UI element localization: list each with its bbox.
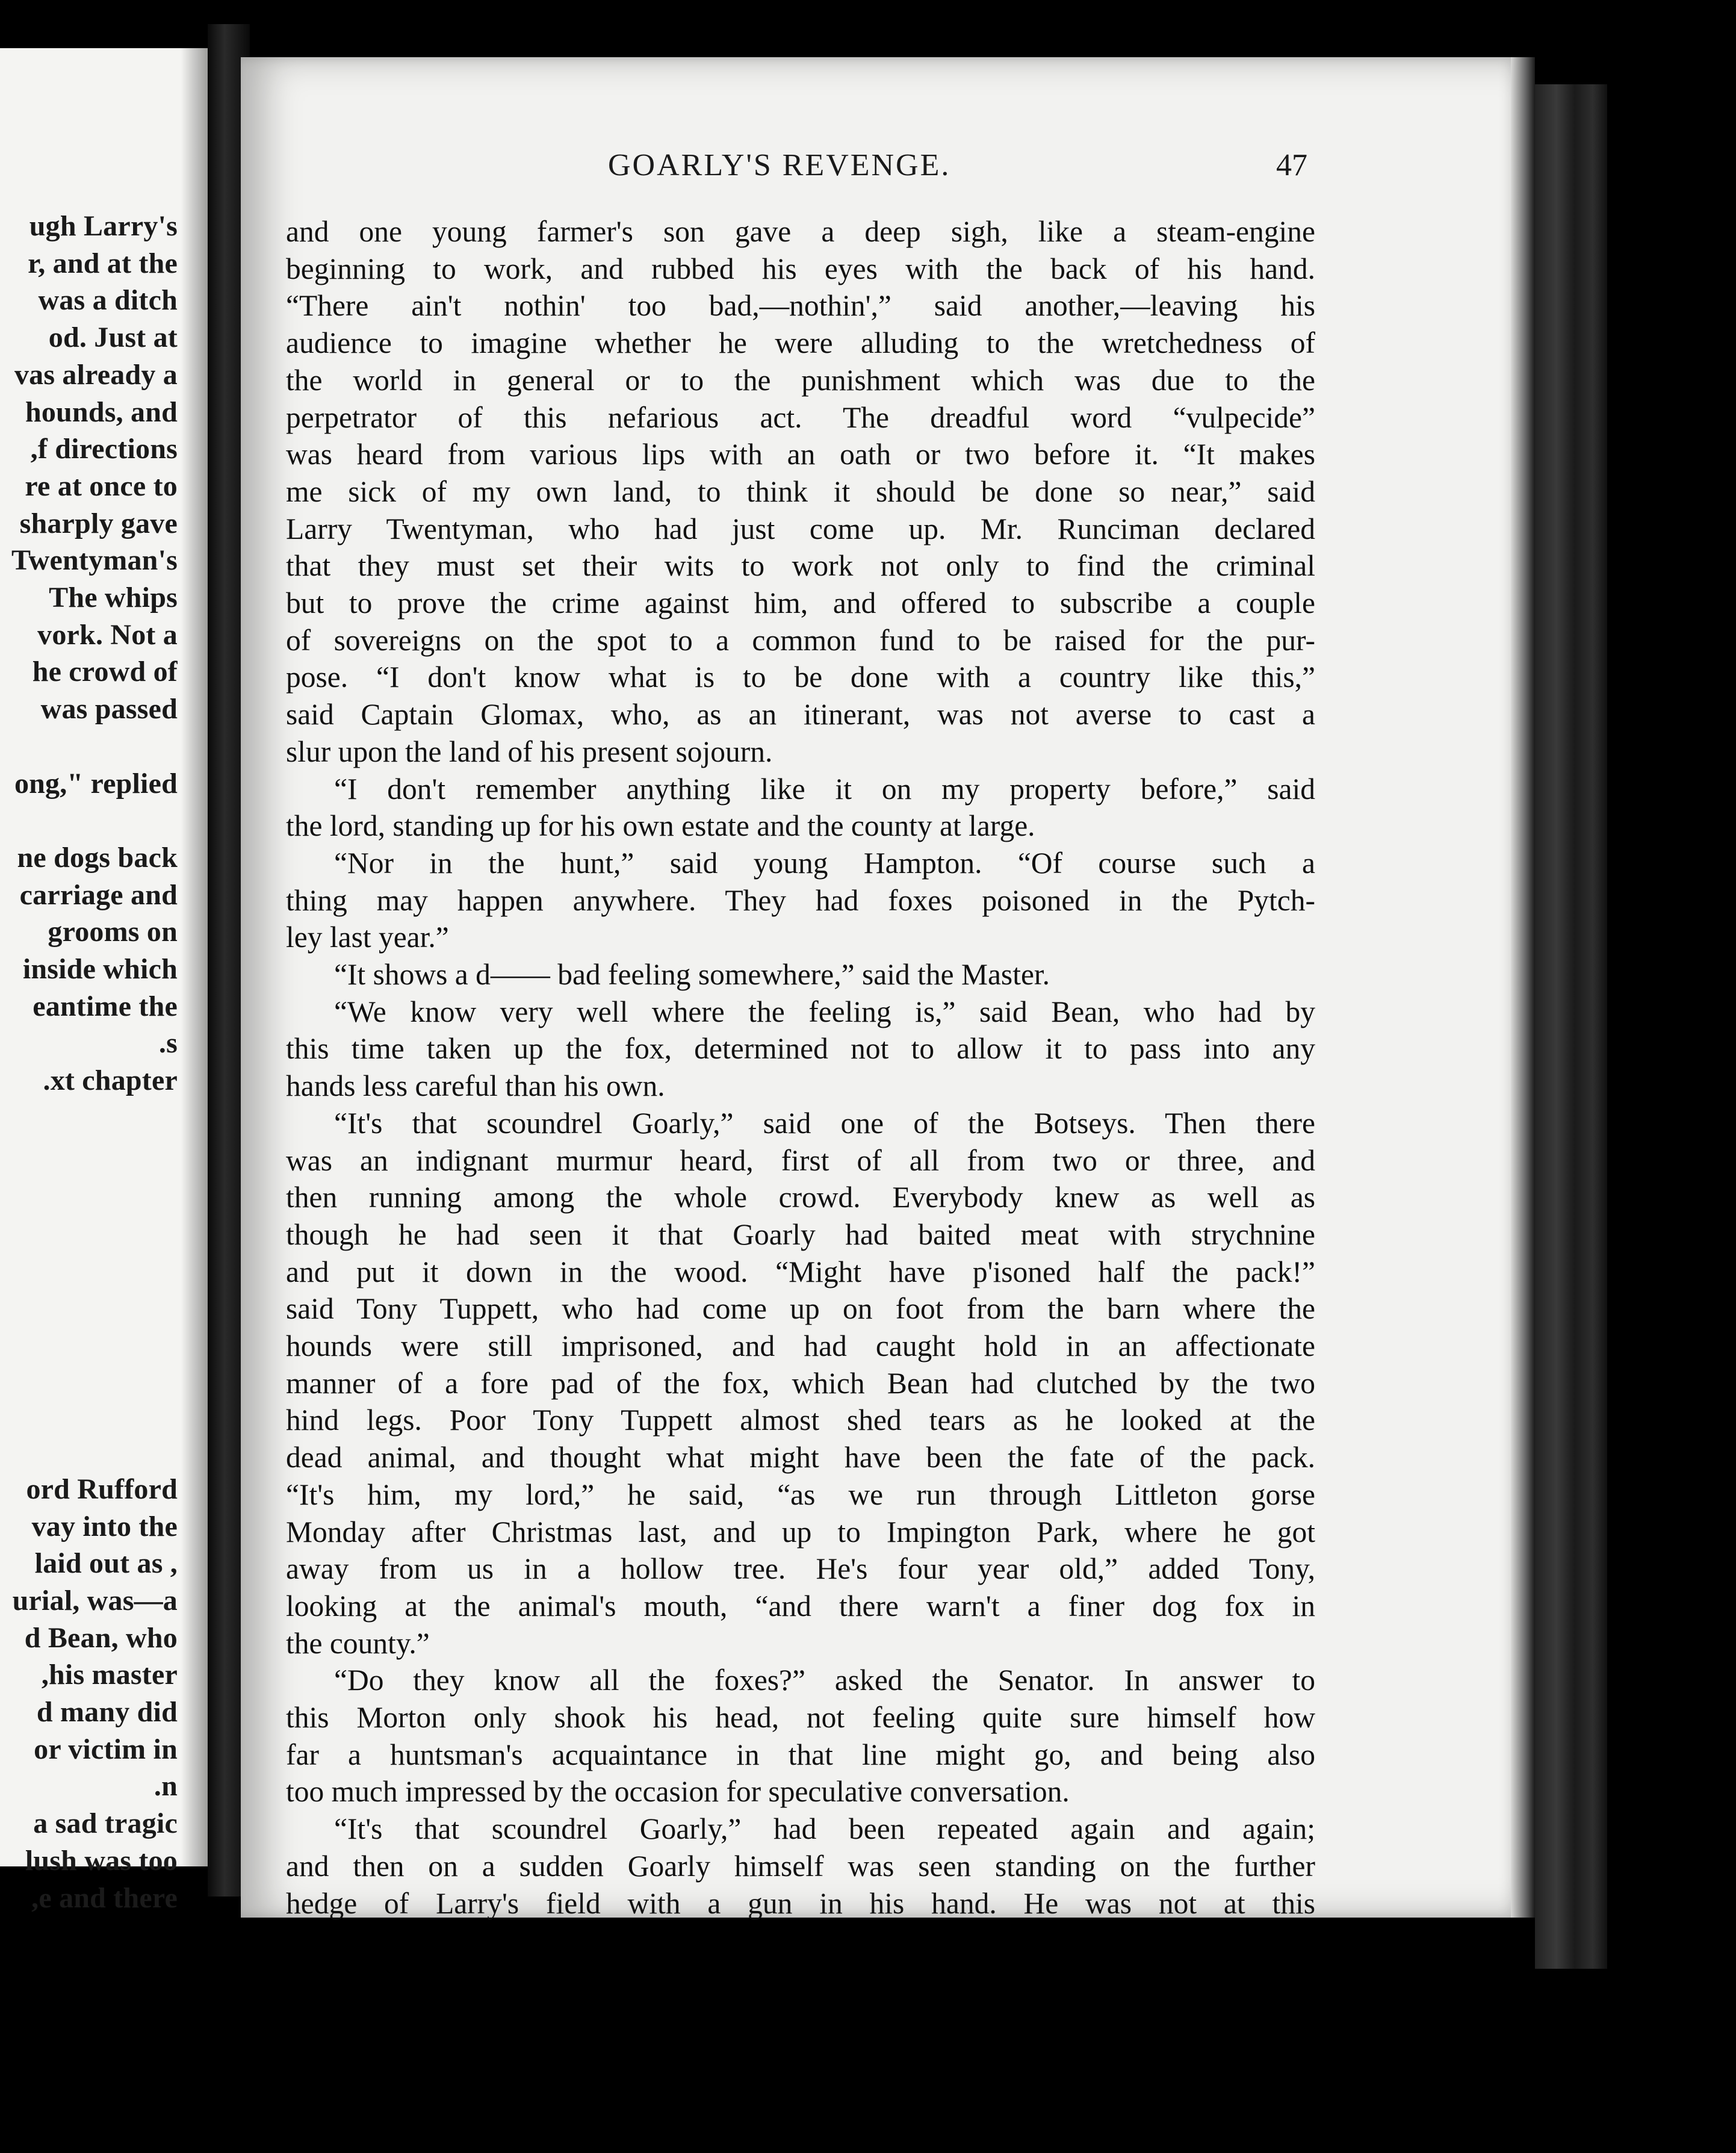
text-line: far a huntsman's acquaintance in that line might go, and being also bbox=[286, 1738, 1315, 1771]
text-line: “We know very well where the feeling is,” said Bean, who had by bbox=[334, 995, 1315, 1028]
left-text-line: d many did bbox=[36, 1696, 178, 1728]
text-line: “There ain't nothin' too bad,—nothin',” said another,—leaving his bbox=[286, 289, 1315, 323]
text-line: the county.” bbox=[286, 1626, 430, 1660]
text-line: this Morton only shook his head, not feeling quite sure himself how bbox=[286, 1701, 1315, 1734]
text-line: hind legs. Poor Tony Tuppett almost shed tears as he looked at the bbox=[286, 1403, 1315, 1437]
text-line: said Captain Glomax, who, as an itinerant, was not averse to cast a bbox=[286, 698, 1315, 732]
page-edge bbox=[1511, 57, 1535, 1918]
text-line: too much impressed by the occasion for speculative conversation. bbox=[286, 1775, 1070, 1809]
text-line: was an indignant murmur heard, first of all from two or three, and bbox=[286, 1143, 1315, 1177]
left-text-line: vork. Not a bbox=[37, 618, 178, 651]
text-line: me sick of my own land, to think it should be done so near,” said bbox=[286, 474, 1315, 508]
left-text-line: od. Just at bbox=[48, 322, 178, 354]
left-text-line: inside which bbox=[22, 953, 178, 985]
text-line: the world in general or to the punishment which was due to the bbox=[286, 363, 1315, 397]
left-text-line: was passed bbox=[40, 693, 178, 725]
left-text-line: re at once to bbox=[25, 470, 178, 502]
left-text-line: urial, was—a bbox=[12, 1584, 178, 1617]
text-line: audience to imagine whether he were alluding to the wretchedness of bbox=[286, 326, 1315, 360]
left-text-line: ne dogs back bbox=[17, 841, 178, 874]
text-line: thing may happen anywhere. They had foxes poisoned in the Pytch- bbox=[286, 883, 1315, 917]
text-line: this time taken up the fox, determined not to allow it to pass into any bbox=[286, 1032, 1315, 1066]
left-text-line: carriage and bbox=[19, 878, 178, 911]
left-text-line: sharply gave bbox=[19, 507, 178, 539]
left-text-line: grooms on bbox=[48, 916, 178, 948]
text-line: “I don't remember anything like it on my property before,” said bbox=[334, 772, 1315, 806]
left-text-line: vas already a bbox=[14, 358, 178, 391]
text-line: “It's him, my lord,” he said, “as we run through Littleton gorse bbox=[286, 1477, 1315, 1511]
left-text-line: r, and at the bbox=[28, 247, 178, 279]
text-line: beginning to work, and rubbed his eyes with the back of his hand. bbox=[286, 252, 1315, 285]
left-text-line: eantime the bbox=[33, 990, 178, 1022]
left-text-line: ord Rufford bbox=[26, 1473, 178, 1505]
left-text-line: hounds, and bbox=[25, 396, 178, 428]
text-line: ley last year.” bbox=[286, 921, 449, 954]
text-line: Larry Twentyman, who had just come up. Mr. Runciman declared bbox=[286, 512, 1315, 545]
left-text-line: , laid out as bbox=[34, 1547, 178, 1580]
left-text-line: was a ditch bbox=[38, 284, 178, 317]
left-text-line: s. bbox=[158, 1027, 178, 1060]
book-edge bbox=[1535, 84, 1607, 1969]
text-line: then running among the whole crowd. Everybody knew as well as bbox=[286, 1181, 1315, 1214]
text-line: the lord, standing up for his own estate and the county at large. bbox=[286, 809, 1035, 843]
left-text-line: Twentyman's bbox=[11, 544, 178, 577]
left-text-line: or victim in bbox=[34, 1733, 178, 1765]
text-line: was heard from various lips with an oath or two before it. “It makes bbox=[286, 438, 1315, 471]
text-line: hounds were still imprisoned, and had caught hold in an affectionate bbox=[286, 1329, 1315, 1362]
left-text-line: he crowd of bbox=[32, 656, 178, 688]
left-text-line: vay into the bbox=[31, 1510, 178, 1543]
text-line: and one young farmer's son gave a deep sigh, like a steam-engine bbox=[286, 215, 1315, 248]
left-text-line: lush was too bbox=[25, 1844, 178, 1877]
text-line: but to prove the crime against him, and offered to subscribe a couple bbox=[286, 586, 1315, 620]
text-line: looking at the animal's mouth, “and there warn't a finer dog fox in bbox=[286, 1589, 1315, 1623]
text-line: hedge of Larry's field with a gun in his hand. He was not at this bbox=[286, 1886, 1315, 1920]
text-line: and put it down in the wood. “Might have p'isoned half the pack!” bbox=[286, 1255, 1315, 1288]
left-text-line: ong," replied bbox=[14, 767, 178, 800]
left-text-line: d Bean, who bbox=[24, 1621, 178, 1654]
text-line: “It's that scoundrel Goarly,” had been repeated again and again; bbox=[334, 1812, 1315, 1846]
text-line: Monday after Christmas last, and up to Impington Park, where he got bbox=[286, 1515, 1315, 1549]
text-line: that they must set their wits to work not only to find the criminal bbox=[286, 549, 1315, 583]
page-number: 47 bbox=[1276, 148, 1307, 182]
text-line: of sovereigns on the spot to a common fund to be raised for the pur- bbox=[286, 623, 1315, 657]
text-line: slur upon the land of his present sojourn. bbox=[286, 735, 773, 768]
text-line: pose. “I don't know what is to be done with a country like this,” bbox=[286, 660, 1315, 694]
text-line: hands less careful than his own. bbox=[286, 1069, 665, 1103]
text-line: “Nor in the hunt,” said young Hampton. “Of course such a bbox=[334, 846, 1315, 880]
text-line: dead animal, and thought what might have been the fate of the pack. bbox=[286, 1441, 1315, 1474]
left-text-line: n. bbox=[153, 1770, 178, 1803]
text-line: “It's that scoundrel Goarly,” said one of the Botseys. Then there bbox=[334, 1106, 1315, 1140]
text-line: though he had seen it that Goarly had baited meat with strychnine bbox=[286, 1217, 1315, 1251]
text-line: perpetrator of this nefarious act. The dreadful word “vulpecide” bbox=[286, 400, 1315, 434]
running-header: GOARLY'S REVENGE. bbox=[608, 148, 951, 182]
text-line: “Do they know all the foxes?” asked the Senator. In answer to bbox=[334, 1664, 1315, 1697]
left-text-line: his master, bbox=[41, 1659, 178, 1691]
left-text-line: The whips bbox=[49, 582, 178, 614]
text-line: “It shows a d—— bad feeling somewhere,” said the Master. bbox=[334, 958, 1050, 991]
text-line: away from us in a hollow tree. He's four year old,” added Tony, bbox=[286, 1552, 1315, 1586]
left-text-line: a sad tragic bbox=[33, 1807, 178, 1840]
text-line: manner of a fore pad of the fox, which Bean had clutched by the two bbox=[286, 1366, 1315, 1400]
left-text-line: f directions, bbox=[30, 433, 178, 465]
text-line: said Tony Tuppett, who had come up on foot from the barn where the bbox=[286, 1292, 1315, 1326]
text-line: and then on a sudden Goarly himself was seen standing on the further bbox=[286, 1849, 1315, 1883]
left-text-line: e and there, bbox=[31, 1881, 178, 1914]
left-text-line: xt chapter. bbox=[43, 1064, 178, 1097]
left-text-line: ugh Larry's bbox=[29, 210, 178, 242]
